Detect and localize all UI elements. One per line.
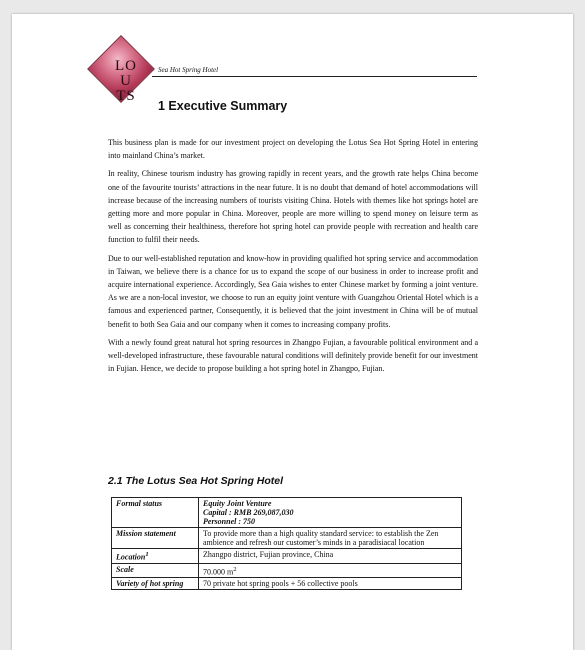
table-row <box>112 498 462 528</box>
logo-letters-line-3: TS <box>116 88 136 104</box>
paragraph-1: This business plan is made for our investment project on developing the Lotus Sea Hot Spring Hotel in entering into mainland China’s market. <box>108 138 478 161</box>
mission-label: Mission statement <box>112 528 199 549</box>
formal-status-line-2: Capital : RMB 269,087,030 <box>203 508 294 517</box>
formal-status-value <box>199 498 462 528</box>
paragraph-2: In reality, Chinese tourism industry has growing rapidly in recent years, and the growth rate helps China become one of the favourite tourists’ attractions in the near future. It is no doubt that demand of hotel accommodations will increase because of the increasing numbers of tourists visiting China. Hotels with themes like hot springs hotel are getting more and more popular in China. Moreover, people are more willing to spend money on leisure term as well as concerning their healthiness, therefore hot spring hotel can provide people with recreation and health care function to fulfil their needs. <box>108 169 478 245</box>
table-row <box>112 563 462 578</box>
table-row <box>112 578 462 590</box>
section-heading-executive-summary: 1 Executive Summary <box>158 99 288 113</box>
lotus-logo-lettering <box>108 58 144 104</box>
paragraph-4: With a newly found great natural hot spring resources in Zhangpo Fujian, a favourable political environment and a well-developed infrastructure, these favourable natural conditions will definitely provide benefit for our investment in Fujian. Hence, we decide to propose building a hot spring hotel in Zhangpo, Fujian. <box>108 337 478 374</box>
hotel-info-table <box>111 497 462 590</box>
scale-label: Scale <box>112 563 199 578</box>
scale-value: 70.000 m <box>203 567 234 577</box>
scale-value-cell <box>199 563 462 578</box>
table-row <box>112 549 462 564</box>
location-footnote-marker: 1 <box>145 551 149 558</box>
header-rule <box>152 76 477 77</box>
location-label: Location <box>116 552 146 562</box>
logo-letters-line-1: LO <box>115 58 137 74</box>
table-row <box>112 528 462 549</box>
scale-unit-superscript: 2 <box>233 565 237 573</box>
formal-status-line-3: Personnel : 750 <box>203 517 255 526</box>
formal-status-label: Formal status <box>112 498 199 528</box>
logo-letters-line-2: U <box>120 73 132 89</box>
location-value: Zhangpo district, Fujian province, China <box>199 549 462 564</box>
variety-label: Variety of hot spring <box>112 578 199 590</box>
mission-value: To provide more than a high quality standard service: to establish the Zen ambience and refresh our customer’s minds in a paradisiacal location <box>199 528 462 549</box>
location-label-cell <box>112 549 199 564</box>
document-page <box>12 14 573 650</box>
paragraph-3: Due to our well-established reputation and know-how in providing qualified hot spring service and accommodation in Taiwan, we believe there is a chance for us to expand the scope of our business in order to increase profit and acquire international experience. Accordingly, Sea Gaia wishes to enter Chinese market by forming a joint venture. As we are a non-local investor, we choose to run an equity joint venture with Guangzhou Oriental Hotel which is a famous and experienced partner, Consequently, it is believed that the joint investment in China will be of mutual benefit to both Sea Gaia and our company when it comes to increasing company profits. <box>108 253 478 329</box>
executive-summary-body <box>108 136 478 380</box>
running-header-title: Sea Hot Spring Hotel <box>158 66 219 74</box>
formal-status-line-1: Equity Joint Venture <box>203 499 272 508</box>
variety-value: 70 private hot spring pools + 56 collective pools <box>199 578 462 590</box>
section-heading-hotel: 2.1 The Lotus Sea Hot Spring Hotel <box>108 475 284 487</box>
